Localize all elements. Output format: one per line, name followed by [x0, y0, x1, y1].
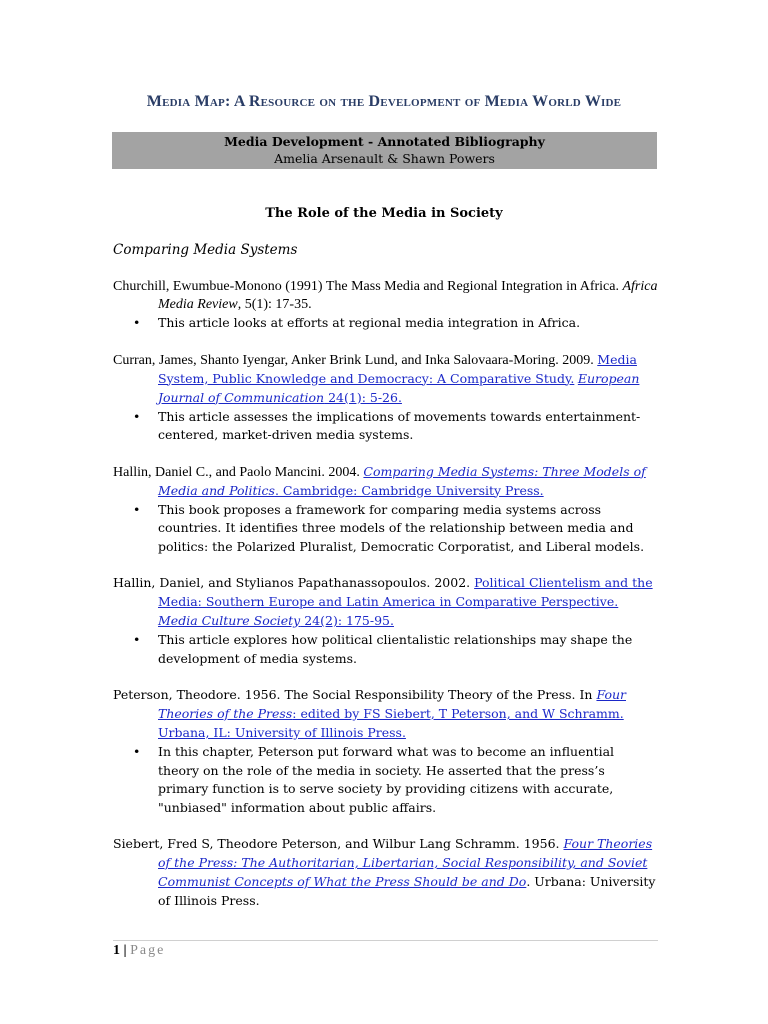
citation-authors: Siebert, Fred S, Theodore Peterson, and Wilbur Lang Schramm. 1956. [113, 836, 564, 851]
bibliography-entry [113, 686, 658, 817]
annotation-text: This book proposes a framework for comparing media systems across countries. It identifies three models of the relationship between media and politics: the Polarized Pluralist, Democratic Corporatist, and Liberal models. [158, 501, 645, 554]
citation-journal: Africa Media Review [158, 279, 658, 312]
section-title: The Role of the Media in Society [265, 206, 503, 221]
citation [113, 351, 658, 408]
citation [113, 278, 658, 314]
bullet-icon: • [133, 408, 141, 424]
citation [113, 463, 658, 501]
bibliography-banner [112, 132, 657, 169]
bibliography-entry [113, 574, 658, 668]
citation [113, 686, 658, 743]
citation-authors: Churchill, Ewumbue-Monono (1991) The Mass Media and Regional Integration in Africa. [113, 279, 623, 294]
bullet-icon: • [133, 632, 141, 647]
annotation [113, 314, 658, 333]
subsection-title: Comparing Media Systems [113, 242, 298, 258]
bibliography-entry [113, 463, 658, 557]
bullet-icon: • [133, 315, 141, 330]
citation-volume-link[interactable]: 24(2): 175-95. [300, 613, 394, 628]
document-header-title: Media Map: A Resource on the Development of Media World Wide [146, 93, 622, 110]
citation [113, 574, 658, 631]
citation-title-link[interactable]: Comparing Media Systems: Three Models of Media and Politics [158, 463, 646, 498]
annotation-text: This article looks at efforts at regional media integration in Africa. [158, 315, 581, 330]
page-separator: | [120, 943, 131, 958]
annotation-text: This article assesses the implications of movements towards entertainment-centered, market-driven media systems. [158, 408, 641, 442]
citation-journal-link[interactable]: European Journal of Communication [158, 370, 640, 405]
citation-journal-link[interactable]: Media Culture Society [158, 613, 301, 628]
footer-divider [113, 940, 658, 941]
banner-title: Media Development - Annotated Bibliography [224, 134, 545, 149]
banner-authors: Amelia Arsenault & Shawn Powers [274, 151, 495, 166]
citation [113, 835, 658, 911]
page-number: 1 [113, 943, 120, 958]
citation-publisher-link[interactable]: : edited by FS Siebert, T Peterson, and W Schramm. Urbana, IL: University of Illinois Press. [158, 706, 624, 740]
annotation-text: This article explores how political clientalistic relationships may shape the development of media systems. [158, 632, 633, 666]
page-label: Page [130, 943, 166, 958]
citation-publisher-link[interactable]: . Cambridge: Cambridge University Press. [274, 482, 544, 498]
annotation [113, 631, 658, 668]
citation-book-link[interactable]: Four Theories of the Press: The Authoritarian, Libertarian, Social Responsibility, and Soviet Communist Concepts of What the Press Should be and Do [158, 836, 653, 889]
bullet-icon: • [133, 744, 141, 759]
citation-authors: Hallin, Daniel C., and Paolo Mancini. 2004. [113, 464, 364, 480]
annotation [113, 408, 658, 445]
bibliography-entry [113, 278, 658, 333]
citation-book-link[interactable]: Four Theories of the Press [158, 687, 626, 721]
bullet-icon: • [133, 501, 141, 517]
page-footer [113, 943, 165, 959]
citation-authors: Curran, James, Shanto Iyengar, Anker Brink Lund, and Inka Salovaara-Moring. 2009. [113, 352, 594, 368]
bibliography-entry [113, 351, 658, 445]
citation-volume-link[interactable]: 24(1): 5-26. [324, 389, 402, 405]
citation-details: , 5(1): 17-35. [237, 297, 312, 312]
bibliography-list [113, 278, 658, 929]
annotation-text: In this chapter, Peterson put forward what was to become an influential theory on the role of the media in society. He asserted that the press’s primary function is to serve society by providing citizens with accurate, "unbiased" information about public affairs. [158, 744, 615, 815]
citation-authors: Peterson, Theodore. 1956. The Social Responsibility Theory of the Press. In [113, 687, 597, 702]
annotation [113, 501, 658, 557]
citation-link[interactable]: Media System, Public Knowledge and Democracy: A Comparative Study. [158, 351, 637, 386]
annotation [113, 743, 658, 817]
citation-link[interactable]: Political Clientelism and the Media: Southern Europe and Latin America in Comparative Perspective. [158, 575, 653, 609]
citation-authors: Hallin, Daniel, and Stylianos Papathanassopoulos. 2002. [113, 575, 475, 590]
bibliography-entry [113, 835, 658, 911]
citation-publisher: . Urbana: University of Illinois Press. [158, 874, 656, 908]
